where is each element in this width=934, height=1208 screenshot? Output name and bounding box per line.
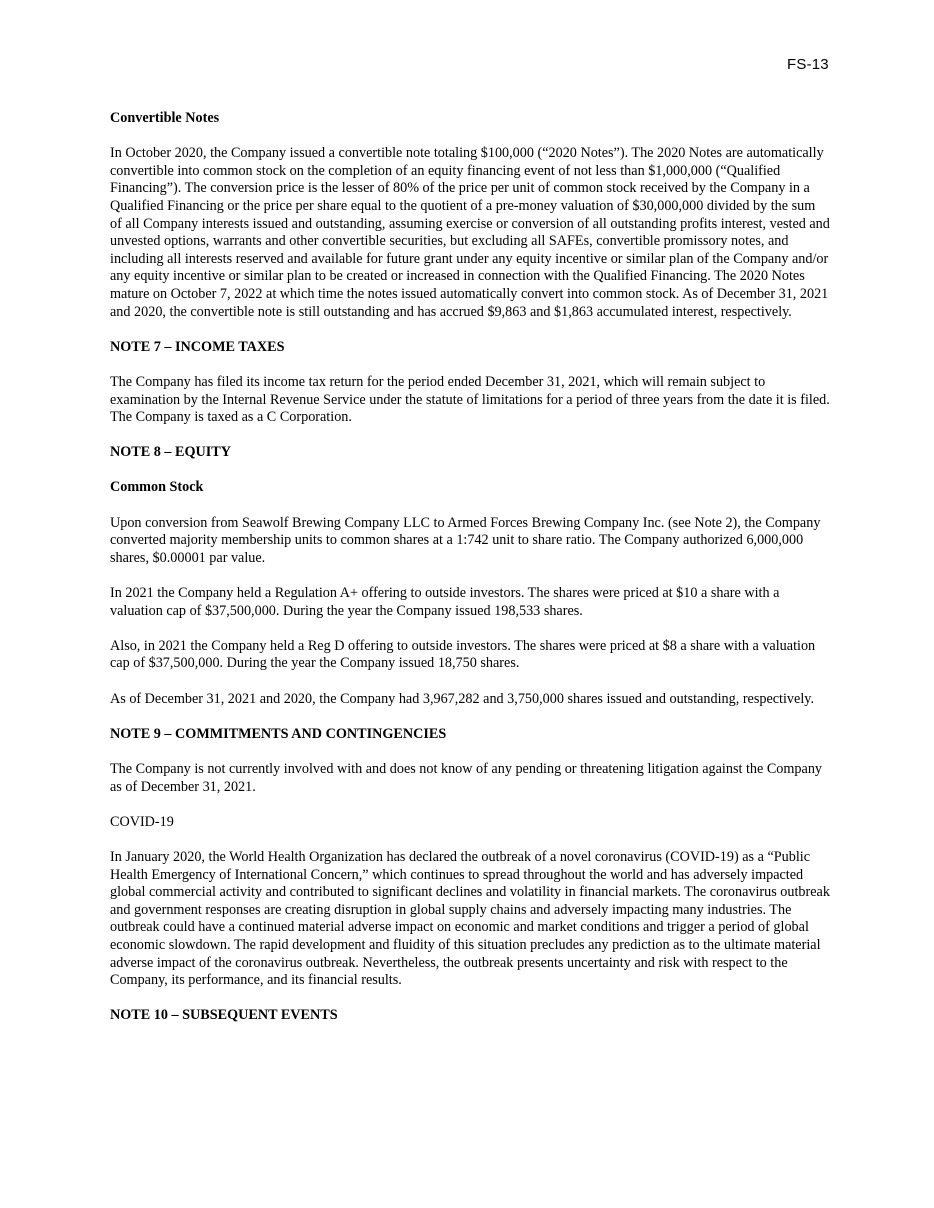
document-body xyxy=(110,110,830,1042)
note8-paragraph-conversion: Upon conversion from Seawolf Brewing Company LLC to Armed Forces Brewing Company Inc. (see Note 2), the Company converted majority membership units to common shares at a 1:742 unit to share ratio. The Company authorized 6,000,000 shares, $0.00001 par value. xyxy=(110,514,821,566)
note9-heading: NOTE 9 – COMMITMENTS AND CONTINGENCIES xyxy=(110,725,447,742)
note10-heading: NOTE 10 – SUBSEQUENT EVENTS xyxy=(110,1007,338,1024)
note8-paragraph-shares-outstanding: As of December 31, 2021 and 2020, the Company had 3,967,282 and 3,750,000 shares issued and outstanding, respectively. xyxy=(110,690,814,707)
note8-paragraph-reg-d: Also, in 2021 the Company held a Reg D offering to outside investors. The shares were priced at $8 a share with a valuation cap of $37,500,000. During the year the Company issued 18,750 shares. xyxy=(110,637,816,672)
common-stock-heading: Common Stock xyxy=(110,479,204,496)
covid-heading: COVID-19 xyxy=(110,813,174,830)
convertible-notes-paragraph: In October 2020, the Company issued a convertible note totaling $100,000 (“2020 Notes”). The 2020 Notes are automatically convertible into common stock on the completion of an equity financing event of not less than $1,000,000 (“Qualified Financing”). The conversion price is the lesser of 80% of the price per unit of common stock received by the Company in a Qualified Financing or the price per share equal to the quotient of a pre-money valuation of $30,000,000 divided by the sum of all Company interests issued and outstanding, assuming exercise or conversion of all outstanding profits interest, vested and unvested options, warrants and other convertible securities, but excluding all SAFEs, convertible promissory notes, and including all interests reserved and available for future grant under any equity incentive or similar plan of the Company and/or any equity incentive or similar plan to be created or increased in connection with the Qualified Financing. The 2020 Notes mature on October 7, 2022 at which time the notes issued automatically convert into common stock. As of December 31, 2021 and 2020, the convertible note is still outstanding and has accrued $9,863 and $1,863 accumulated interest, respectively. xyxy=(110,145,830,320)
convertible-notes-heading: Convertible Notes xyxy=(110,110,220,126)
note7-paragraph: The Company has filed its income tax return for the period ended December 31, 2021, which will remain subject to examination by the Internal Revenue Service under the statute of limitations for a period of three years from the date it is filed. The Company is taxed as a C Corporation. xyxy=(110,373,830,426)
note8-heading: NOTE 8 – EQUITY xyxy=(110,444,232,461)
note8-paragraph-reg-a: In 2021 the Company held a Regulation A+ offering to outside investors. The shares were priced at $10 a share with a valuation cap of $37,500,000. During the year the Company issued 198,533 shares. xyxy=(110,585,780,619)
note7-heading: NOTE 7 – INCOME TAXES xyxy=(110,338,285,355)
note9-paragraph-covid: In January 2020, the World Health Organization has declared the outbreak of a novel coronavirus (COVID-19) as a “Public Health Emergency of International Concern,” which continues to spread throughout the world and has adversely impacted global commercial activity and contributed to significant declines and volatility in financial markets. The coronavirus outbreak and government responses are creating disruption in global supply chains and adversely impacting many industries. The outbreak could have a continued material adverse impact on economic and market conditions and trigger a period of global economic slowdown. The rapid development and fluidity of this situation precludes any prediction as to the ultimate material adverse impact of the coronavirus outbreak. Nevertheless, the outbreak presents uncertainty and risk with respect to the Company, its performance, and its financial results. xyxy=(110,848,830,989)
note9-paragraph-litigation: The Company is not currently involved with and does not know of any pending or threatening litigation against the Company as of December 31, 2021. xyxy=(110,760,823,795)
page-number: FS-13 xyxy=(787,56,829,73)
